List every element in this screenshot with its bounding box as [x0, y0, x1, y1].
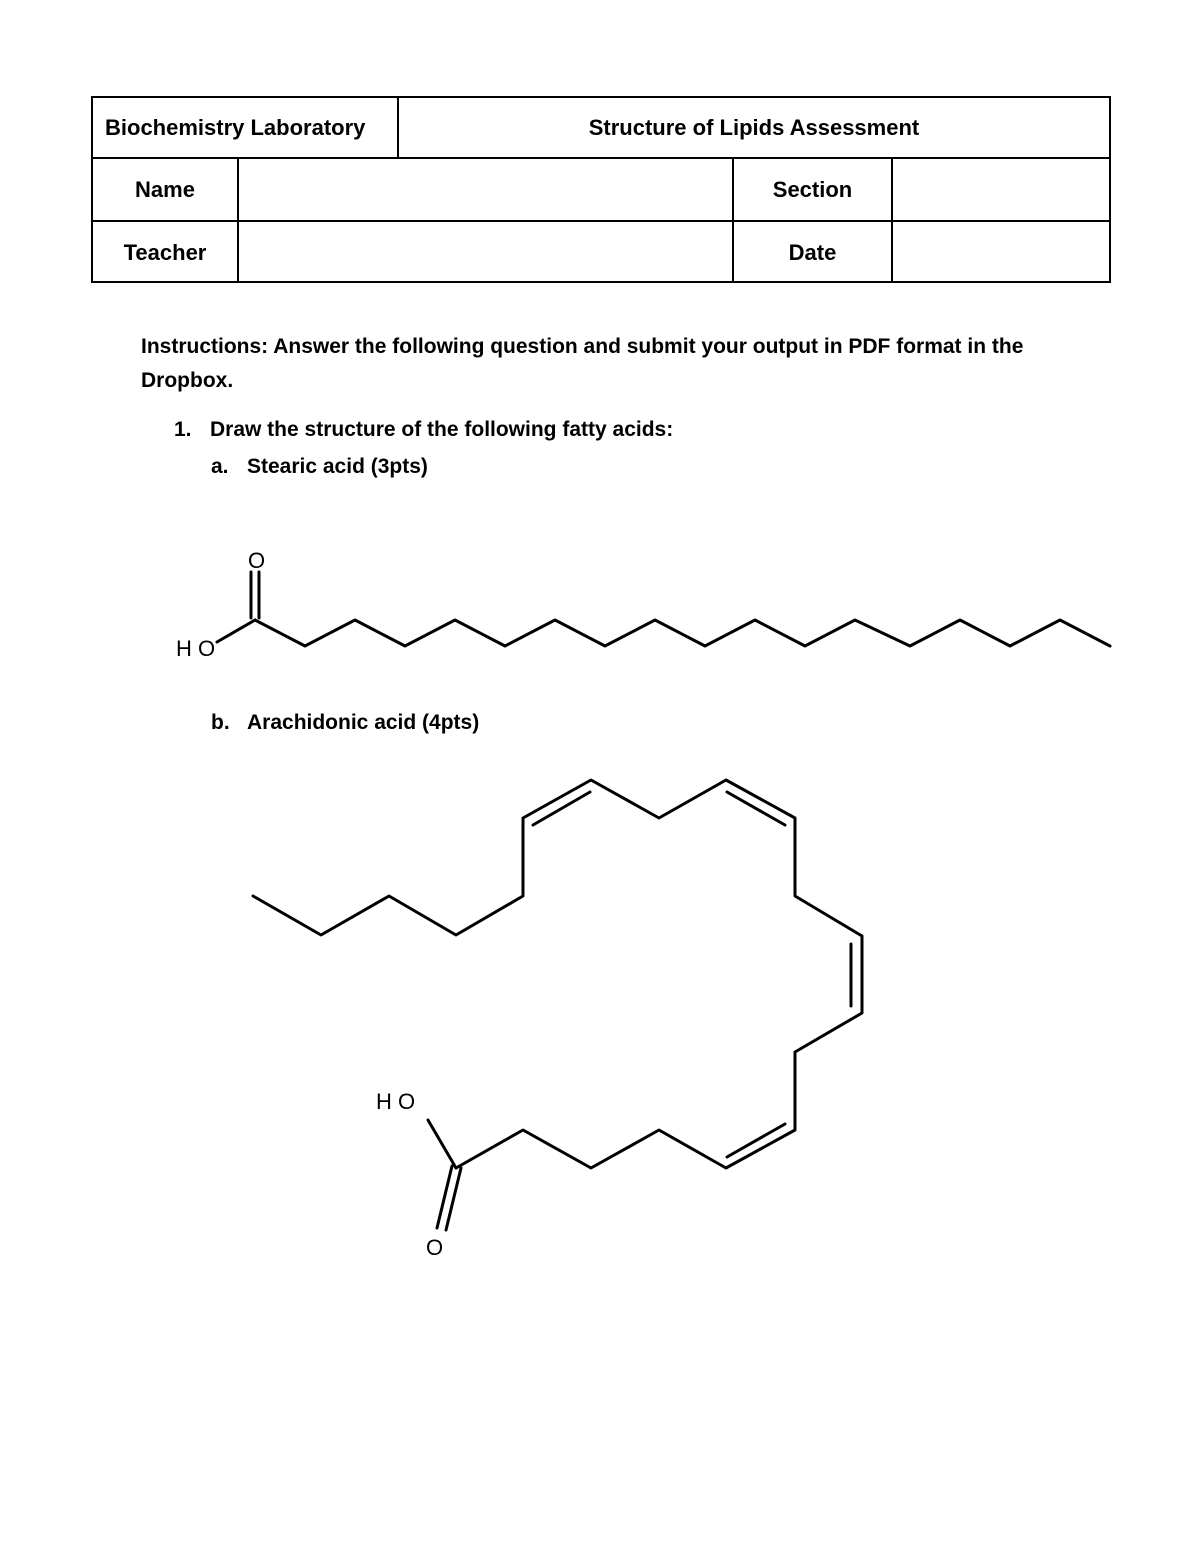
question-text: Draw the structure of the following fatty acids: — [210, 418, 674, 441]
name-label: Name — [93, 159, 239, 220]
sub-question-text: Stearic acid (3pts) — [247, 455, 428, 478]
arachidonic-acid-bonds — [253, 780, 862, 1230]
carbonyl-oxygen-label: O — [248, 548, 266, 573]
sub-question-letter: a. — [211, 455, 229, 478]
sub-question-letter: b. — [211, 711, 230, 734]
question-number: 1. — [174, 418, 192, 441]
sub-question-text: Arachidonic acid (4pts) — [247, 711, 480, 734]
date-label: Date — [734, 222, 893, 283]
assessment-title: Structure of Lipids Assessment — [588, 114, 920, 140]
hydroxyl-label: H O — [176, 636, 216, 661]
section-label: Section — [734, 159, 893, 220]
carbonyl-oxygen-label: O — [426, 1235, 444, 1260]
hydroxyl-bond — [428, 1120, 456, 1168]
carbon-chain — [253, 780, 862, 1168]
hydroxyl-label: H O — [376, 1089, 416, 1114]
instructions-text: Instructions: Answer the following question and submit your output in PDF format in the Dropbox. — [141, 335, 1024, 392]
course-title: Biochemistry Laboratory — [93, 98, 399, 157]
teacher-label: Teacher — [93, 222, 239, 283]
